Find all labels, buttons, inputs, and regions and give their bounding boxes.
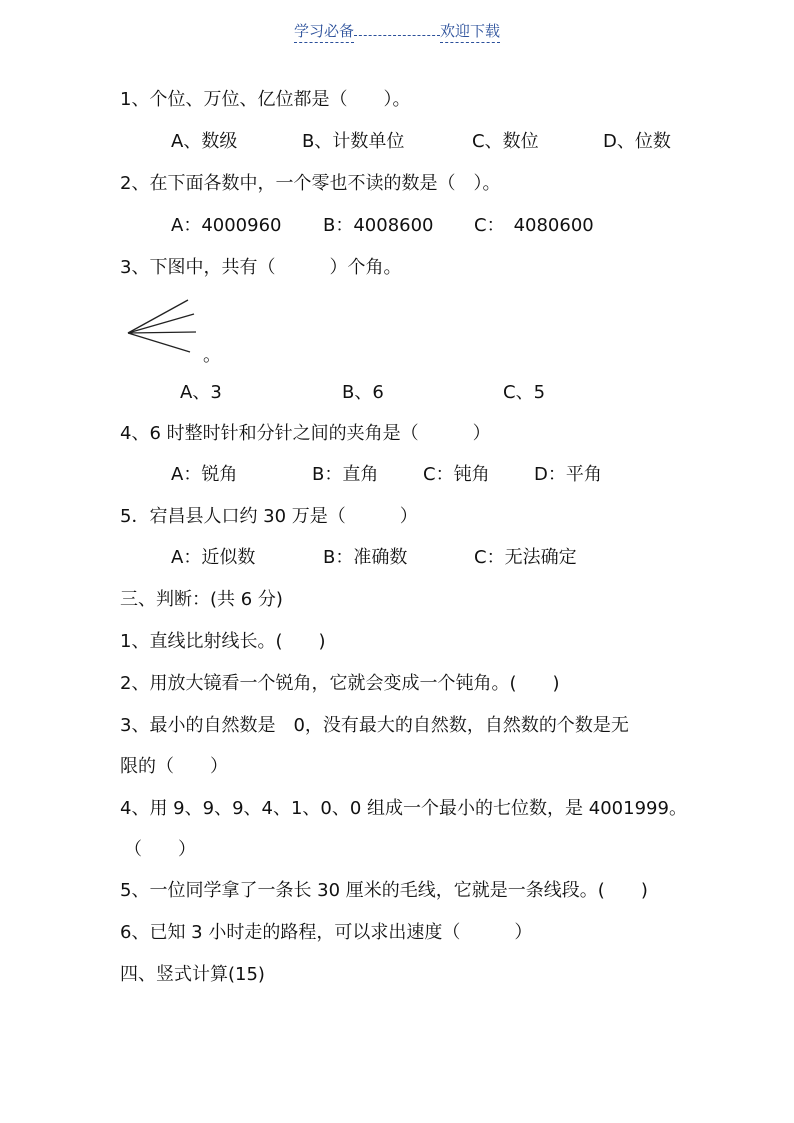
section-4-title: 四、竖式计算(15) <box>120 964 265 985</box>
question-4: 4、6 时整时针和分针之间的夹角是（ ） <box>120 423 491 444</box>
q4-option-a: A：锐角 <box>171 464 238 485</box>
figure-period: 。 <box>203 345 221 366</box>
q4-option-c: C：钝角 <box>423 464 490 485</box>
ray-1 <box>128 300 188 333</box>
judge-item-1: 1、直线比射线长。( ) <box>120 631 326 652</box>
judge-item-5: 5、一位同学拿了一条长 30 厘米的毛线，它就是一条线段。( ) <box>120 880 648 901</box>
question-1: 1、个位、万位、亿位都是（ ）。 <box>120 89 411 110</box>
q1-option-a: A、数级 <box>171 131 238 152</box>
question-5: 5．宕昌县人口约 30 万是（ ） <box>120 506 418 527</box>
q1-option-d: D、位数 <box>603 131 671 152</box>
q2-option-b: B：4008600 <box>323 215 434 236</box>
header-divider <box>354 34 440 36</box>
section-3-title: 三、判断：(共 6 分) <box>120 589 283 610</box>
q3-option-c: C、5 <box>503 382 546 403</box>
q4-option-d: D：平角 <box>534 464 602 485</box>
q4-option-b: B：直角 <box>312 464 379 485</box>
judge-item-2: 2、用放大镜看一个锐角，它就会变成一个钝角。( ) <box>120 673 560 694</box>
judge-item-4: 4、用 9、9、9、4、1、0、0 组成一个最小的七位数，是 4001999。 <box>120 798 687 819</box>
judge-item-3-continued: 限的（ ） <box>120 756 228 777</box>
angle-rays-figure <box>124 296 204 356</box>
judge-item-4-continued: （ ） <box>124 839 196 860</box>
q1-option-b: B、计数单位 <box>302 131 405 152</box>
ray-3 <box>128 332 196 333</box>
judge-item-6: 6、已知 3 小时走的路程，可以求出速度（ ） <box>120 922 533 943</box>
q2-option-a: A：4000960 <box>171 215 282 236</box>
q5-option-c: C：无法确定 <box>474 547 577 568</box>
q3-option-b: B、6 <box>342 382 384 403</box>
ray-4 <box>128 333 190 352</box>
question-3: 3、下图中，共有（ ）个角。 <box>120 257 402 278</box>
q3-option-a: A、3 <box>180 382 222 403</box>
q5-option-a: A：近似数 <box>171 547 256 568</box>
ray-2 <box>128 314 194 333</box>
q2-option-c: C： 4080600 <box>474 215 594 236</box>
header-left-text: 学习必备 <box>294 20 354 43</box>
judge-item-3: 3、最小的自然数是 0，没有最大的自然数，自然数的个数是无 <box>120 715 629 736</box>
question-2: 2、在下面各数中，一个零也不读的数是（ ）。 <box>120 173 501 194</box>
page-header <box>0 20 794 43</box>
q5-option-b: B：准确数 <box>323 547 408 568</box>
q1-option-c: C、数位 <box>472 131 539 152</box>
header-right-text: 欢迎下载 <box>440 20 500 43</box>
